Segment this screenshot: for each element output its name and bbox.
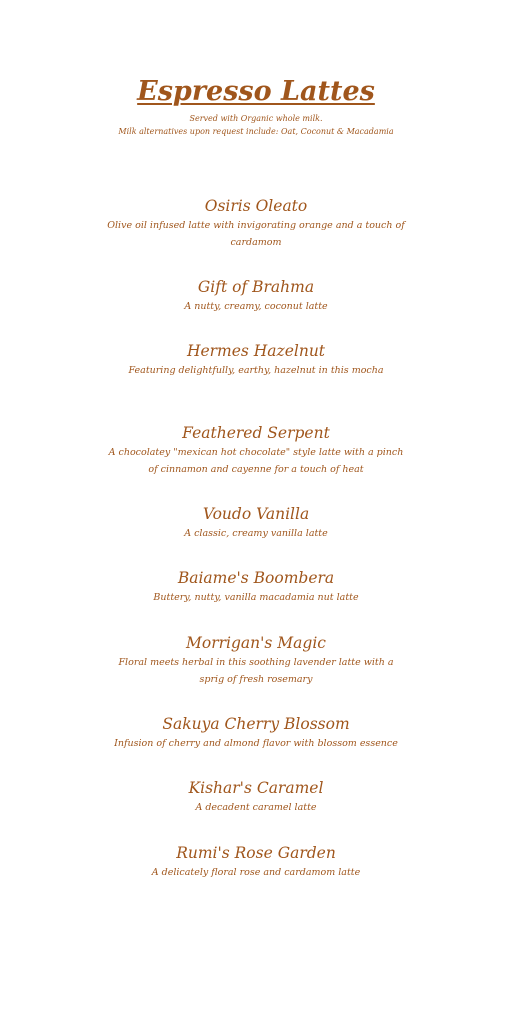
menu-item-osiris-oleato: [0, 196, 512, 251]
item-name: Baiame's Boombera: [177, 569, 335, 587]
item-name: Gift of Brahma: [197, 278, 315, 296]
item-description: Olive oil infused latte with invigorating orange and a touch of cardamom: [107, 220, 405, 248]
menu-item-baiames-boombera: [0, 568, 512, 606]
menu-item-sakuya-cherry-blossom: [0, 714, 512, 752]
menu-item-gift-of-brahma: [0, 277, 512, 315]
item-description: Infusion of cherry and almond flavor with blossom essence: [114, 738, 398, 749]
item-name: Kishar's Caramel: [188, 779, 324, 797]
subtitle-line-2: Milk alternatives upon request include: Oat, Coconut & Macadamia: [118, 127, 394, 136]
item-description: Buttery, nutty, vanilla macadamia nut latte: [153, 592, 359, 603]
menu-item-kishars-caramel: [0, 778, 512, 816]
item-description: A chocolatey "mexican hot chocolate" style latte with a pinch of cinnamon and cayenne for a touch of heat: [108, 447, 404, 475]
item-description: Featuring delightfully, earthy, hazelnut in this mocha: [128, 365, 384, 376]
menu-item-rumis-rose-garden: [0, 843, 512, 881]
page-title: Espresso Lattes: [137, 76, 375, 107]
item-name: Sakuya Cherry Blossom: [162, 715, 350, 733]
item-name: Rumi's Rose Garden: [176, 844, 336, 862]
item-description: A classic, creamy vanilla latte: [184, 528, 328, 539]
item-name: Feathered Serpent: [182, 424, 330, 442]
item-name: Voudo Vanilla: [202, 505, 310, 523]
item-description: A decadent caramel latte: [195, 802, 317, 813]
item-description: Floral meets herbal in this soothing lavender latte with a sprig of fresh rosemary: [118, 657, 394, 685]
menu-item-voudo-vanilla: [0, 504, 512, 542]
item-description: A delicately floral rose and cardamom latte: [151, 867, 361, 878]
menu-item-feathered-serpent: [0, 423, 512, 478]
item-name: Osiris Oleato: [204, 197, 308, 215]
item-name: Morrigan's Magic: [186, 634, 326, 652]
menu-header: [0, 74, 512, 138]
menu-item-morrigans-magic: [0, 633, 512, 688]
subtitle-line-1: Served with Organic whole milk.: [189, 114, 323, 123]
item-name: Hermes Hazelnut: [186, 342, 326, 360]
menu-item-hermes-hazelnut: [0, 341, 512, 379]
item-description: A nutty, creamy, coconut latte: [184, 301, 328, 312]
subtitle: [0, 112, 512, 138]
